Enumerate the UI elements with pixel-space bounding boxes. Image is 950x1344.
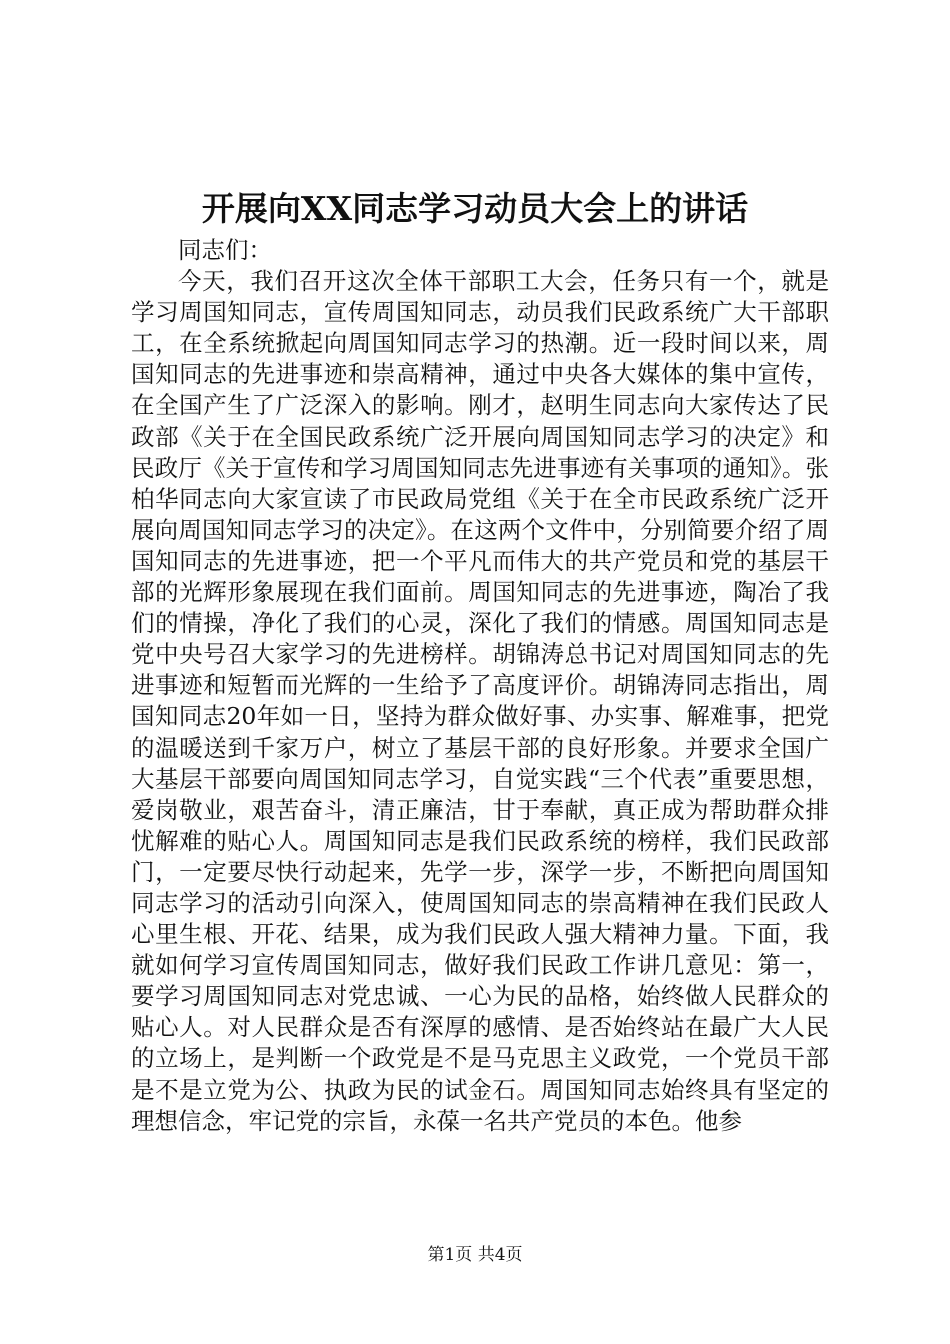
page-footer: 第1页 共4页 — [427, 1245, 523, 1265]
document-title: 开展向XX同志学习动员大会上的讲话 — [201, 189, 749, 228]
body-paragraph: 今天，我们召开这次全体干部职工大会，任务只有一个，就是学习周国知同志，宣传周国知同志，动员我们民政系统广大干部职工，在全系统掀起向周国知同志学习的热潮。近一段时间以来，周国知同志的先进事迹和崇高精神，通过中央各大媒体的集中宣传，在全国产生了广泛深入的影响。刚才，赵明生同志向大家传达了民政部《关于在全国民政系统广泛开展向周国知同志学习的决定》和民政厅《关于宣传和学习周国知同志先进事迹有关事项的通知》。张柏华同志向大家宣读了市民政局党组《关于在全市民政系统广泛开展向周国知同志学习的决定》。在这两个文件中，分别简要介绍了周国知同志的先进事迹，把一个平凡而伟大的共产党员和党的基层干部的光辉形象展现在我们面前。周国知同志的先进事迹，陶冶了我们的情操，净化了我们的心灵，深化了我们的情感。周国知同志是党中央号召大家学习的先进榜样。胡锦涛总书记对周国知同志的先进事迹和短暂而光辉的一生给予了高度评价。胡锦涛同志指出，周国知同志20年如一日，坚持为群众做好事、办实事、解难事，把党的温暖送到千家万户，树立了基层干部的良好形象。并要求全国广大基层干部要向周国知同志学习，自觉实践“三个代表”重要思想，爱岗敬业，艰苦奋斗，清正廉洁，甘于奉献，真正成为帮助群众排忧解难的贴心人。周国知同志是我们民政系统的榜样，我们民政部门，一定要尽快行动起来，先学一步，深学一步，不断把向周国知同志学习的活动引向深入，使周国知同志的崇高精神在我们民政人心里生根、开花、结果，成为我们民政人强大精神力量。下面，我就如何学习宣传周国知同志，做好我们民政工作讲几意见：第一，要学习周国知同志对党忠诚、一心为民的品格，始终做人民群众的贴心人。对人民群众是否有深厚的感情、是否始终站在最广大人民的立场上，是判断一个政党是不是马克思主义政党，一个党员干部是不是立党为公、执政为民的试金石。周国知同志始终具有坚定的理想信念，牢记党的宗旨，永葆一名共产党员的本色。他参 — [131, 267, 829, 1135]
salutation: 同志们： — [178, 236, 272, 264]
document-body — [131, 235, 829, 1137]
